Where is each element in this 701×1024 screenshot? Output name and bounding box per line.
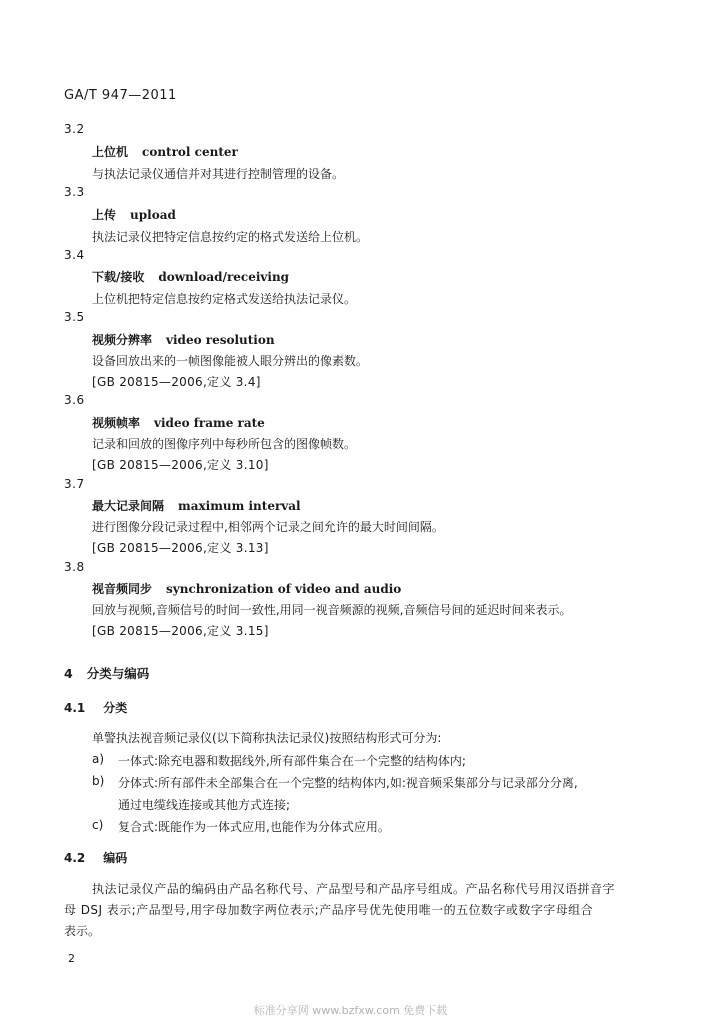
- term-en: video frame rate: [154, 416, 265, 430]
- classification-intro: 单警执法视音频记录仪(以下简称执法记录仪)按照结构形式可分为:: [92, 731, 442, 745]
- term-zh: 下载/接收: [92, 270, 145, 284]
- term-number: 3.4: [64, 248, 85, 262]
- list-item-text: 一体式:除充电器和数据线外,所有部件集合在一个完整的结构体内;: [118, 754, 466, 768]
- term-reference: [GB 20815—2006,定义 3.13]: [92, 541, 269, 555]
- term-definition: 上位机把特定信息按约定格式发送给执法记录仪。: [92, 292, 357, 306]
- section-number: 4: [64, 666, 73, 681]
- term-en: video resolution: [166, 333, 275, 347]
- subsection-heading: [64, 699, 127, 716]
- page-number: 2: [68, 952, 75, 965]
- list-marker: a): [92, 752, 105, 766]
- list-item-text: 通过电缆线连接或其他方式连接;: [118, 798, 291, 812]
- standard-number: GA/T 947—2011: [64, 88, 177, 103]
- list-item-text: 复合式:既能作为一体式应用,也能作为分体式应用。: [118, 820, 390, 834]
- term-zh: 视音频同步: [92, 582, 153, 596]
- subsection-title: 分类: [103, 701, 128, 715]
- term-definition: 进行图像分段记录过程中,相邻两个记录之间允许的最大时间间隔。: [92, 520, 444, 534]
- term-number: 3.2: [64, 122, 85, 136]
- term-reference: [GB 20815—2006,定义 3.4]: [92, 375, 261, 389]
- term-number: 3.3: [64, 185, 85, 199]
- term-en: download/receiving: [158, 270, 290, 284]
- term-number: 3.7: [64, 477, 85, 491]
- term-en: control center: [142, 145, 238, 159]
- term-zh: 视频帧率: [92, 416, 141, 430]
- term-title: [92, 143, 238, 160]
- list-item-text: 分体式:所有部件未全部集合在一个完整的结构体内,如:视音频采集部分与记录部分分离,: [118, 776, 578, 790]
- term-reference: [GB 20815—2006,定义 3.10]: [92, 458, 269, 472]
- term-en: maximum interval: [178, 499, 301, 513]
- section-title: 分类与编码: [86, 666, 150, 681]
- term-number: 3.6: [64, 393, 85, 407]
- coding-paragraph-line: 执法记录仪产品的编码由产品名称代号、产品型号和产品序号组成。产品名称代号用汉语拼音字: [92, 882, 615, 896]
- list-marker: b): [92, 774, 105, 788]
- section-heading: [64, 664, 149, 682]
- term-definition: 与执法记录仪通信并对其进行控制管理的设备。: [92, 167, 345, 181]
- term-title: [92, 580, 401, 597]
- list-marker: c): [92, 818, 104, 832]
- term-definition: 记录和回放的图像序列中每秒所包含的图像帧数。: [92, 437, 357, 451]
- term-zh: 上传: [92, 208, 117, 222]
- term-en: upload: [130, 208, 176, 222]
- term-number: 3.8: [64, 560, 85, 574]
- subsection-heading: [64, 849, 127, 866]
- term-zh: 上位机: [92, 145, 129, 159]
- term-definition: 设备回放出来的一帧图像能被人眼分辨出的像素数。: [92, 354, 369, 368]
- term-zh: 最大记录间隔: [92, 499, 165, 513]
- subsection-title: 编码: [103, 851, 128, 865]
- subsection-number: 4.2: [64, 851, 86, 865]
- term-definition: 回放与视频,音频信号的时间一致性,用同一视音频源的视频,音频信号间的延迟时间来表示。: [92, 603, 572, 617]
- watermark: 标准分享网 www.bzfxw.com 免费下载: [253, 1004, 448, 1017]
- term-title: [92, 268, 289, 285]
- term-number: 3.5: [64, 310, 85, 324]
- term-title: [92, 331, 275, 348]
- term-title: [92, 414, 265, 431]
- term-definition: 执法记录仪把特定信息按约定的格式发送给上位机。: [92, 230, 369, 244]
- subsection-number: 4.1: [64, 701, 86, 715]
- term-title: [92, 497, 301, 514]
- term-reference: [GB 20815—2006,定义 3.15]: [92, 624, 269, 638]
- term-zh: 视频分辨率: [92, 333, 153, 347]
- coding-paragraph-line: 表示。: [64, 924, 101, 938]
- term-title: [92, 206, 176, 223]
- coding-paragraph-line: 母 DSJ 表示;产品型号,用字母加数字两位表示;产品序号优先使用唯一的五位数字或数字字母组合: [64, 903, 594, 917]
- term-en: synchronization of video and audio: [166, 582, 402, 596]
